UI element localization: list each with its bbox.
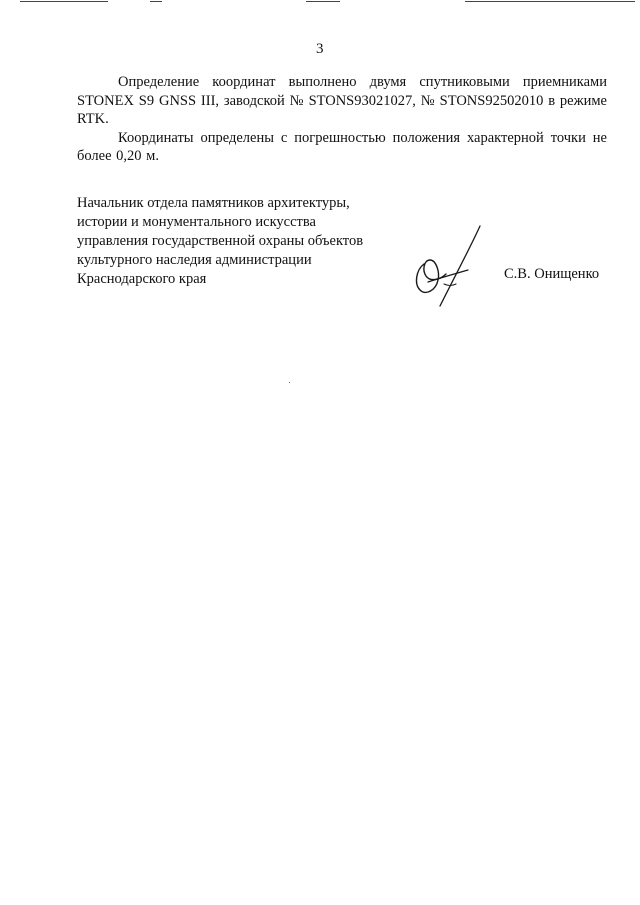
- position-line: Краснодарского края: [77, 271, 207, 287]
- page-number: 3: [316, 41, 324, 57]
- paragraph-accuracy: Координаты определены с погрешностью положения характерной точки не более 0,20 м.: [77, 129, 607, 164]
- position-line: культурного наследия администрации: [77, 252, 312, 268]
- signatory-position: [77, 194, 363, 289]
- handwritten-signature: [410, 224, 482, 308]
- scan-speck: [289, 382, 290, 383]
- position-line: управления государственной охраны объектов: [77, 233, 364, 249]
- scan-artifact-line: [20, 1, 108, 2]
- position-line: Начальник отдела памятников архитектуры,: [77, 195, 350, 211]
- scan-artifact-line: [306, 1, 340, 2]
- signer-name: С.В. Онищенко: [504, 266, 600, 282]
- scan-artifact-line: [465, 1, 635, 2]
- position-line: истории и монументального искусства: [77, 214, 316, 230]
- scan-artifact-line: [150, 1, 162, 2]
- body-text: [77, 73, 607, 166]
- paragraph-equipment: Определение координат выполнено двумя спутниковыми приемниками STONEX S9 GNSS III, заводской № STONS93021027, № STONS92502010 в режиме RTK.: [77, 74, 607, 127]
